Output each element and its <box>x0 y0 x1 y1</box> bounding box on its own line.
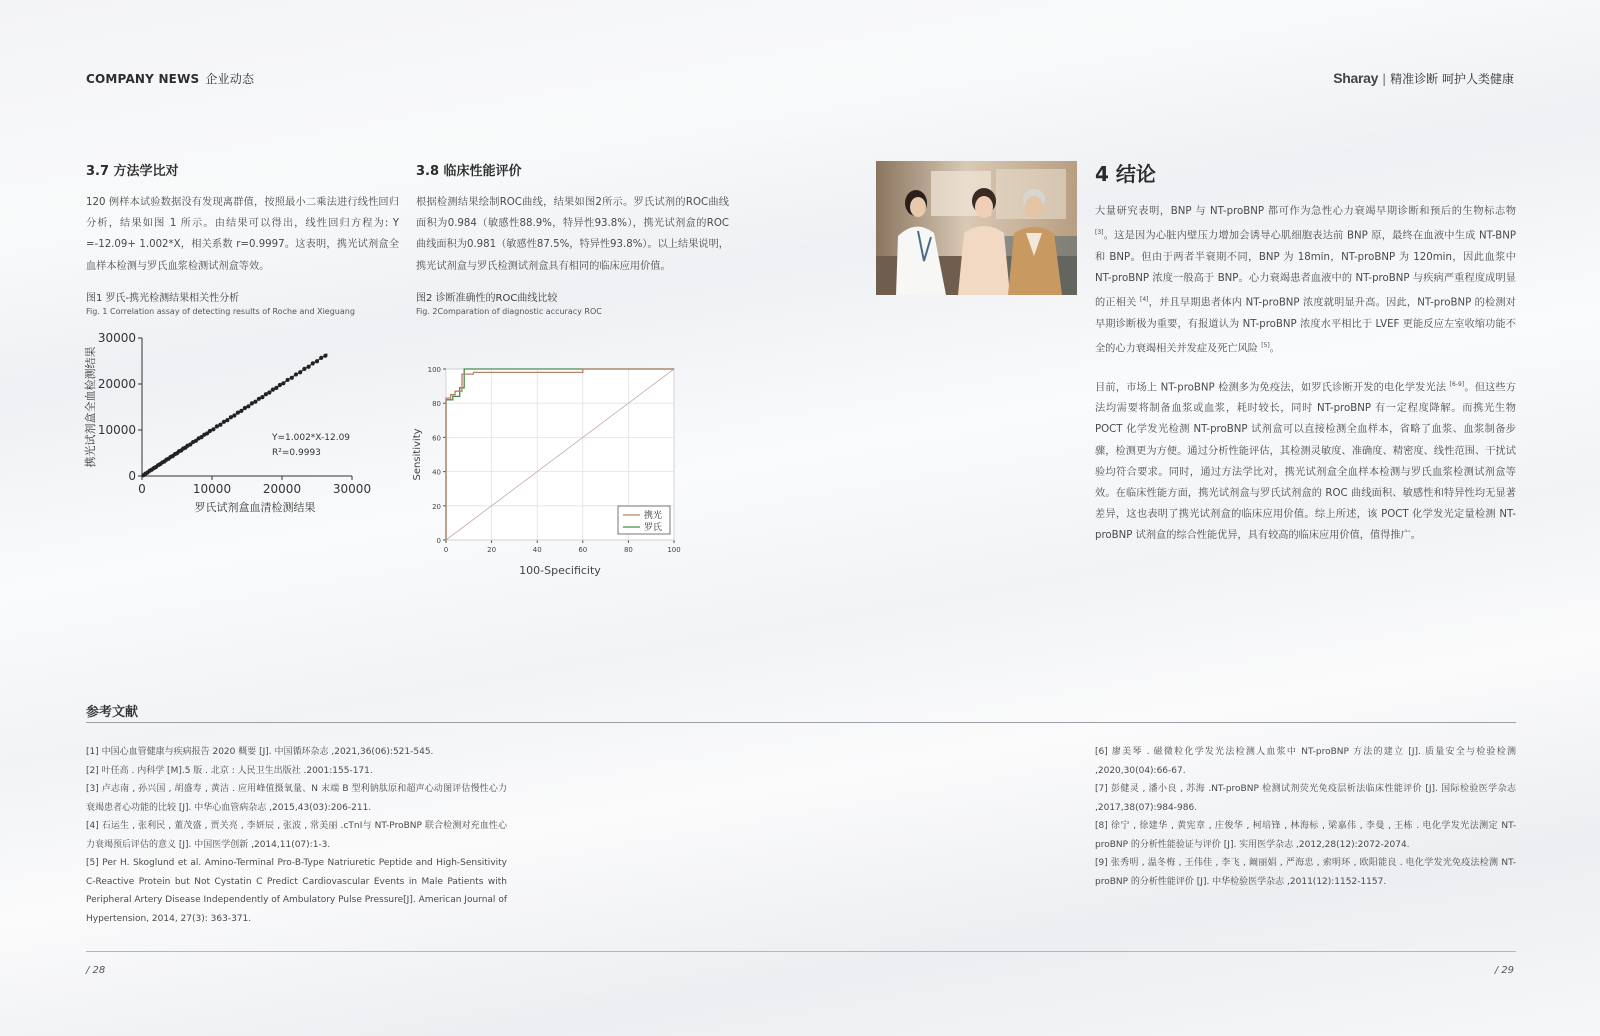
reference-item: [5] Per H. Skoglund et al. Amino-Terminal Pro-B-Type Natriuretic Peptide and High-Sensitivity C-Reactive Protein but Not Cystatin C Predict Cardiovascular Events in Male Patients with Peripheral Artery Disease Independently of Ambulatory Pulse Pressure[J]. American Journal of Hypertension, 2014, 27(3): 363-371. <box>86 858 507 924</box>
references-divider <box>86 722 1516 723</box>
section-3-8-paragraph: 根据检测结果绘制ROC曲线，结果如图2所示。罗氏试剂的ROC曲线面积为0.984（敏感性88.9%，特异性93.8%），携光试剂盒的ROC曲线面积为0.981（敏感性87.5%，特异性93.8%）。以上结果说明，携光试剂盒与罗氏检测试剂盒具有相同的临床应用价值。 <box>416 197 729 272</box>
chart-annotation-equation: Y=1.002*X-12.09 <box>272 433 351 443</box>
figure-2-caption-cn: 图2 诊断准确性的ROC曲线比较 <box>416 292 558 304</box>
section-4 <box>1095 158 1516 547</box>
y-tick-label: 0 <box>128 469 136 483</box>
data-point <box>232 413 236 417</box>
brand-slogan: 精准诊断 呵护人类健康 <box>1390 72 1514 86</box>
data-point <box>260 395 264 399</box>
figure-1-scatter-chart <box>80 328 400 518</box>
figure-1-caption-en: Fig. 1 Correlation assay of detecting results of Roche and Xieguang <box>86 306 355 316</box>
x-tick-label: 10000 <box>192 482 232 496</box>
doctor-patient-photo <box>876 161 1077 295</box>
section-4-paragraph-1: 大量研究表明，BNP 与 NT-proBNP 都可作为急性心力衰竭早期诊断和预后的生物标志物 [3]。这是因为心脏内壁压力增加会诱导心肌细胞表达前 BNP 原，最终在血液中生成 NT-BNP 和 BNP。但由于两者半衰期不同，BNP 为 18min，NT-proBNP 为 120min，因此血浆中 NT-proBNP 浓度一般高于 BNP。心力衰竭患者血液中的 NT-proBNP 与疾病严重程度成明显的正相关 [4]，并且早期患者体内 NT-proBNP 浓度就明显升高。因此，NT-proBNP 的检测对早期诊断极为重要，有报道认为 NT-proBNP 浓度水平相比于 LVEF 更能反应左室收缩功能不全的心力衰竭相关并发症及死亡风险 [5]。 <box>1095 206 1516 355</box>
section-4-paragraph-2: 目前，市场上 NT-proBNP 检测多为免疫法，如罗氏诊断开发的电化学发光法 [6-9]。但这些方法均需要将制备血浆或血浆，耗时较长，同时 NT-proBNP 有一定程度降解。而携光生物 POCT 化学发光检测 NT-proBNP 试剂盒可以直接检测全血样本，省略了血浆、血浆制备步骤，检测更为方便。通过分析性能评估，其检测灵敏度、准确度、精密度、线性范围、干扰试验均符合要求。同时，通过方法学比对，携光试剂盒全血样本检测与罗氏血浆检测试剂盒等效。在临床性能方面，携光试剂盒与罗氏试剂盒的 ROC 曲线面积、敏感性和特异性均无显著差异，这也表明了携光试剂盒的临床应用价值。综上所述，该 POCT 化学发光定量检测 NT-proBNP 试剂盒的综合性能优异，具有较高的临床应用价值，值得推广。 <box>1095 380 1516 542</box>
section-3-7-paragraph: 120 例样本试验数据没有发现离群值，按照最小二乘法进行线性回归分析，结果如图 1 所示。由结果可以得出，线性回归方程为: Y =-12.09+ 1.002*X，相关系数 r=0.9997。这表明，携光试剂盒全血样本检测与罗氏血浆检测试剂盒等效。 <box>86 197 399 272</box>
section-3-7 <box>86 160 399 316</box>
brand-divider: | <box>1382 72 1387 86</box>
y-tick-label: 60 <box>432 434 441 443</box>
data-point <box>218 423 222 427</box>
references-title: 参考文献 <box>86 705 139 720</box>
x-tick-label: 0 <box>138 482 146 496</box>
header-title-en: COMPANY NEWS <box>86 72 200 86</box>
figure-2-roc-chart <box>410 358 700 578</box>
x-tick-label: 60 <box>578 546 588 554</box>
y-tick-label: 20000 <box>97 377 136 391</box>
x-axis-label: 100-Specificity <box>519 564 601 577</box>
page-number-left: / 28 <box>86 965 106 976</box>
y-axis-label: 携光试剂盒全血检测结果 <box>84 346 97 468</box>
x-tick-label: 30000 <box>332 482 372 496</box>
data-point <box>281 381 285 385</box>
x-tick-label: 20 <box>487 546 497 554</box>
header-brand <box>1333 70 1514 87</box>
brand-logo: Sharay <box>1333 70 1379 86</box>
x-tick-label: 40 <box>532 546 542 554</box>
data-point <box>239 409 243 413</box>
section-3-8-title: 3.8 临床性能评价 <box>416 164 522 179</box>
reference-item: [7] 彭健灵 , 潘小良 , 苏海 .NT-proBNP 检测试剂荧光免疫层析法临床性能评价 [J]. 国际检验医学杂志 ,2017,38(07):984-986. <box>1095 784 1516 813</box>
section-3-7-title: 3.7 方法学比对 <box>86 164 179 179</box>
data-point <box>307 365 311 369</box>
references-right-list <box>1095 743 1516 891</box>
y-tick-label: 80 <box>432 400 441 409</box>
section-3-8 <box>416 160 729 316</box>
x-tick-label: 100 <box>667 546 681 554</box>
y-tick-label: 100 <box>427 366 441 374</box>
page-number-right: / 29 <box>1494 965 1514 976</box>
x-tick-label: 0 <box>443 546 449 554</box>
data-point <box>311 361 315 365</box>
data-point <box>294 372 298 376</box>
doctor-patient-illustration <box>876 161 1077 295</box>
y-tick-label: 0 <box>436 537 441 545</box>
references-left-list <box>86 743 507 928</box>
data-point <box>286 378 290 382</box>
reference-item: [9] 张秀明 , 温冬梅 , 王伟佳 , 李飞 , 阚丽娟 , 严海忠 , 索明环 , 欧阳能良 . 电化学发光免疫法检测 NT-proBNP 的分析性能评价 [J]. 中华检验医学杂志 ,2011(12):1152-1157. <box>1095 858 1516 887</box>
reference-item: [3] 卢志南 , 孙兴国 , 胡盛寿 , 黄洁 . 应用峰值摄氧量、N 末端 B 型利钠肽原和超声心动图评估慢性心力衰竭患者心功能的比较 [J]. 中华心血管病杂志 ,2015,43(03):206-211. <box>86 784 507 813</box>
header-title-cn: 企业动态 <box>205 72 255 86</box>
data-point <box>274 386 278 390</box>
y-tick-label: 40 <box>432 468 441 477</box>
y-axis-label: Sensitivity <box>412 428 423 481</box>
legend-label: 携光 <box>644 511 663 521</box>
data-point <box>323 354 327 358</box>
data-point <box>225 418 229 422</box>
footer-divider <box>86 951 1516 952</box>
reference-item: [8] 徐宁 , 徐建华 , 黄宪章 , 庄俊华 , 柯培锋 , 林海标 , 梁嘉伟 , 李曼 , 王栋 . 电化学发光法测定 NT-proBNP 的分析性能验证与评价 [J]. 实用医学杂志 ,2012,28(12):2072-2074. <box>1095 821 1516 850</box>
data-point <box>298 370 302 374</box>
figure-2-caption-en: Fig. 2Comparation of diagnostic accuracy ROC <box>416 306 602 316</box>
reference-item: [1] 中国心血管健康与疾病报告 2020 概要 [J]. 中国循环杂志 ,2021,36(06):521-545. <box>86 747 434 757</box>
data-point <box>302 367 306 371</box>
reference-item: [2] 叶任高 . 内科学 [M].5 版 . 北京 : 人民卫生出版社 .2001:155-171. <box>86 765 373 776</box>
data-point <box>319 356 323 360</box>
x-axis-label: 罗氏试剂盒血清检测结果 <box>194 501 316 514</box>
x-tick-label: 80 <box>623 546 633 554</box>
y-tick-label: 30000 <box>97 331 136 345</box>
data-point <box>253 400 257 404</box>
section-4-title: 4 结论 <box>1095 162 1156 186</box>
data-point <box>315 359 319 363</box>
y-tick-label: 10000 <box>97 423 136 437</box>
chart-annotation-r2: R²=0.9993 <box>272 448 321 458</box>
data-point <box>211 427 215 431</box>
reference-item: [6] 廖美琴 . 磁微粒化学发光法检测人血浆中 NT-proBNP 方法的建立 [J]. 质量安全与检验检测 ,2020,30(04):66-67. <box>1095 747 1516 776</box>
x-tick-label: 20000 <box>262 482 302 496</box>
data-point <box>290 376 294 380</box>
legend-label: 罗氏 <box>644 523 663 533</box>
data-point <box>267 390 271 394</box>
reference-item: [4] 石运生 , 张利民 , 董茂盛 , 贾关亮 , 李妍辰 , 张波 , 常美丽 .cTnⅠ与 NT-ProBNP 联合检测对充血性心力衰竭预后评估的意义 [J]. 中国医学创新 ,2014,11(07):1-3. <box>86 821 507 850</box>
data-point <box>246 404 250 408</box>
y-tick-label: 20 <box>432 502 441 511</box>
header-company-news <box>86 70 254 87</box>
figure-1-caption-cn: 图1 罗氏-携光检测结果相关性分析 <box>86 292 240 304</box>
